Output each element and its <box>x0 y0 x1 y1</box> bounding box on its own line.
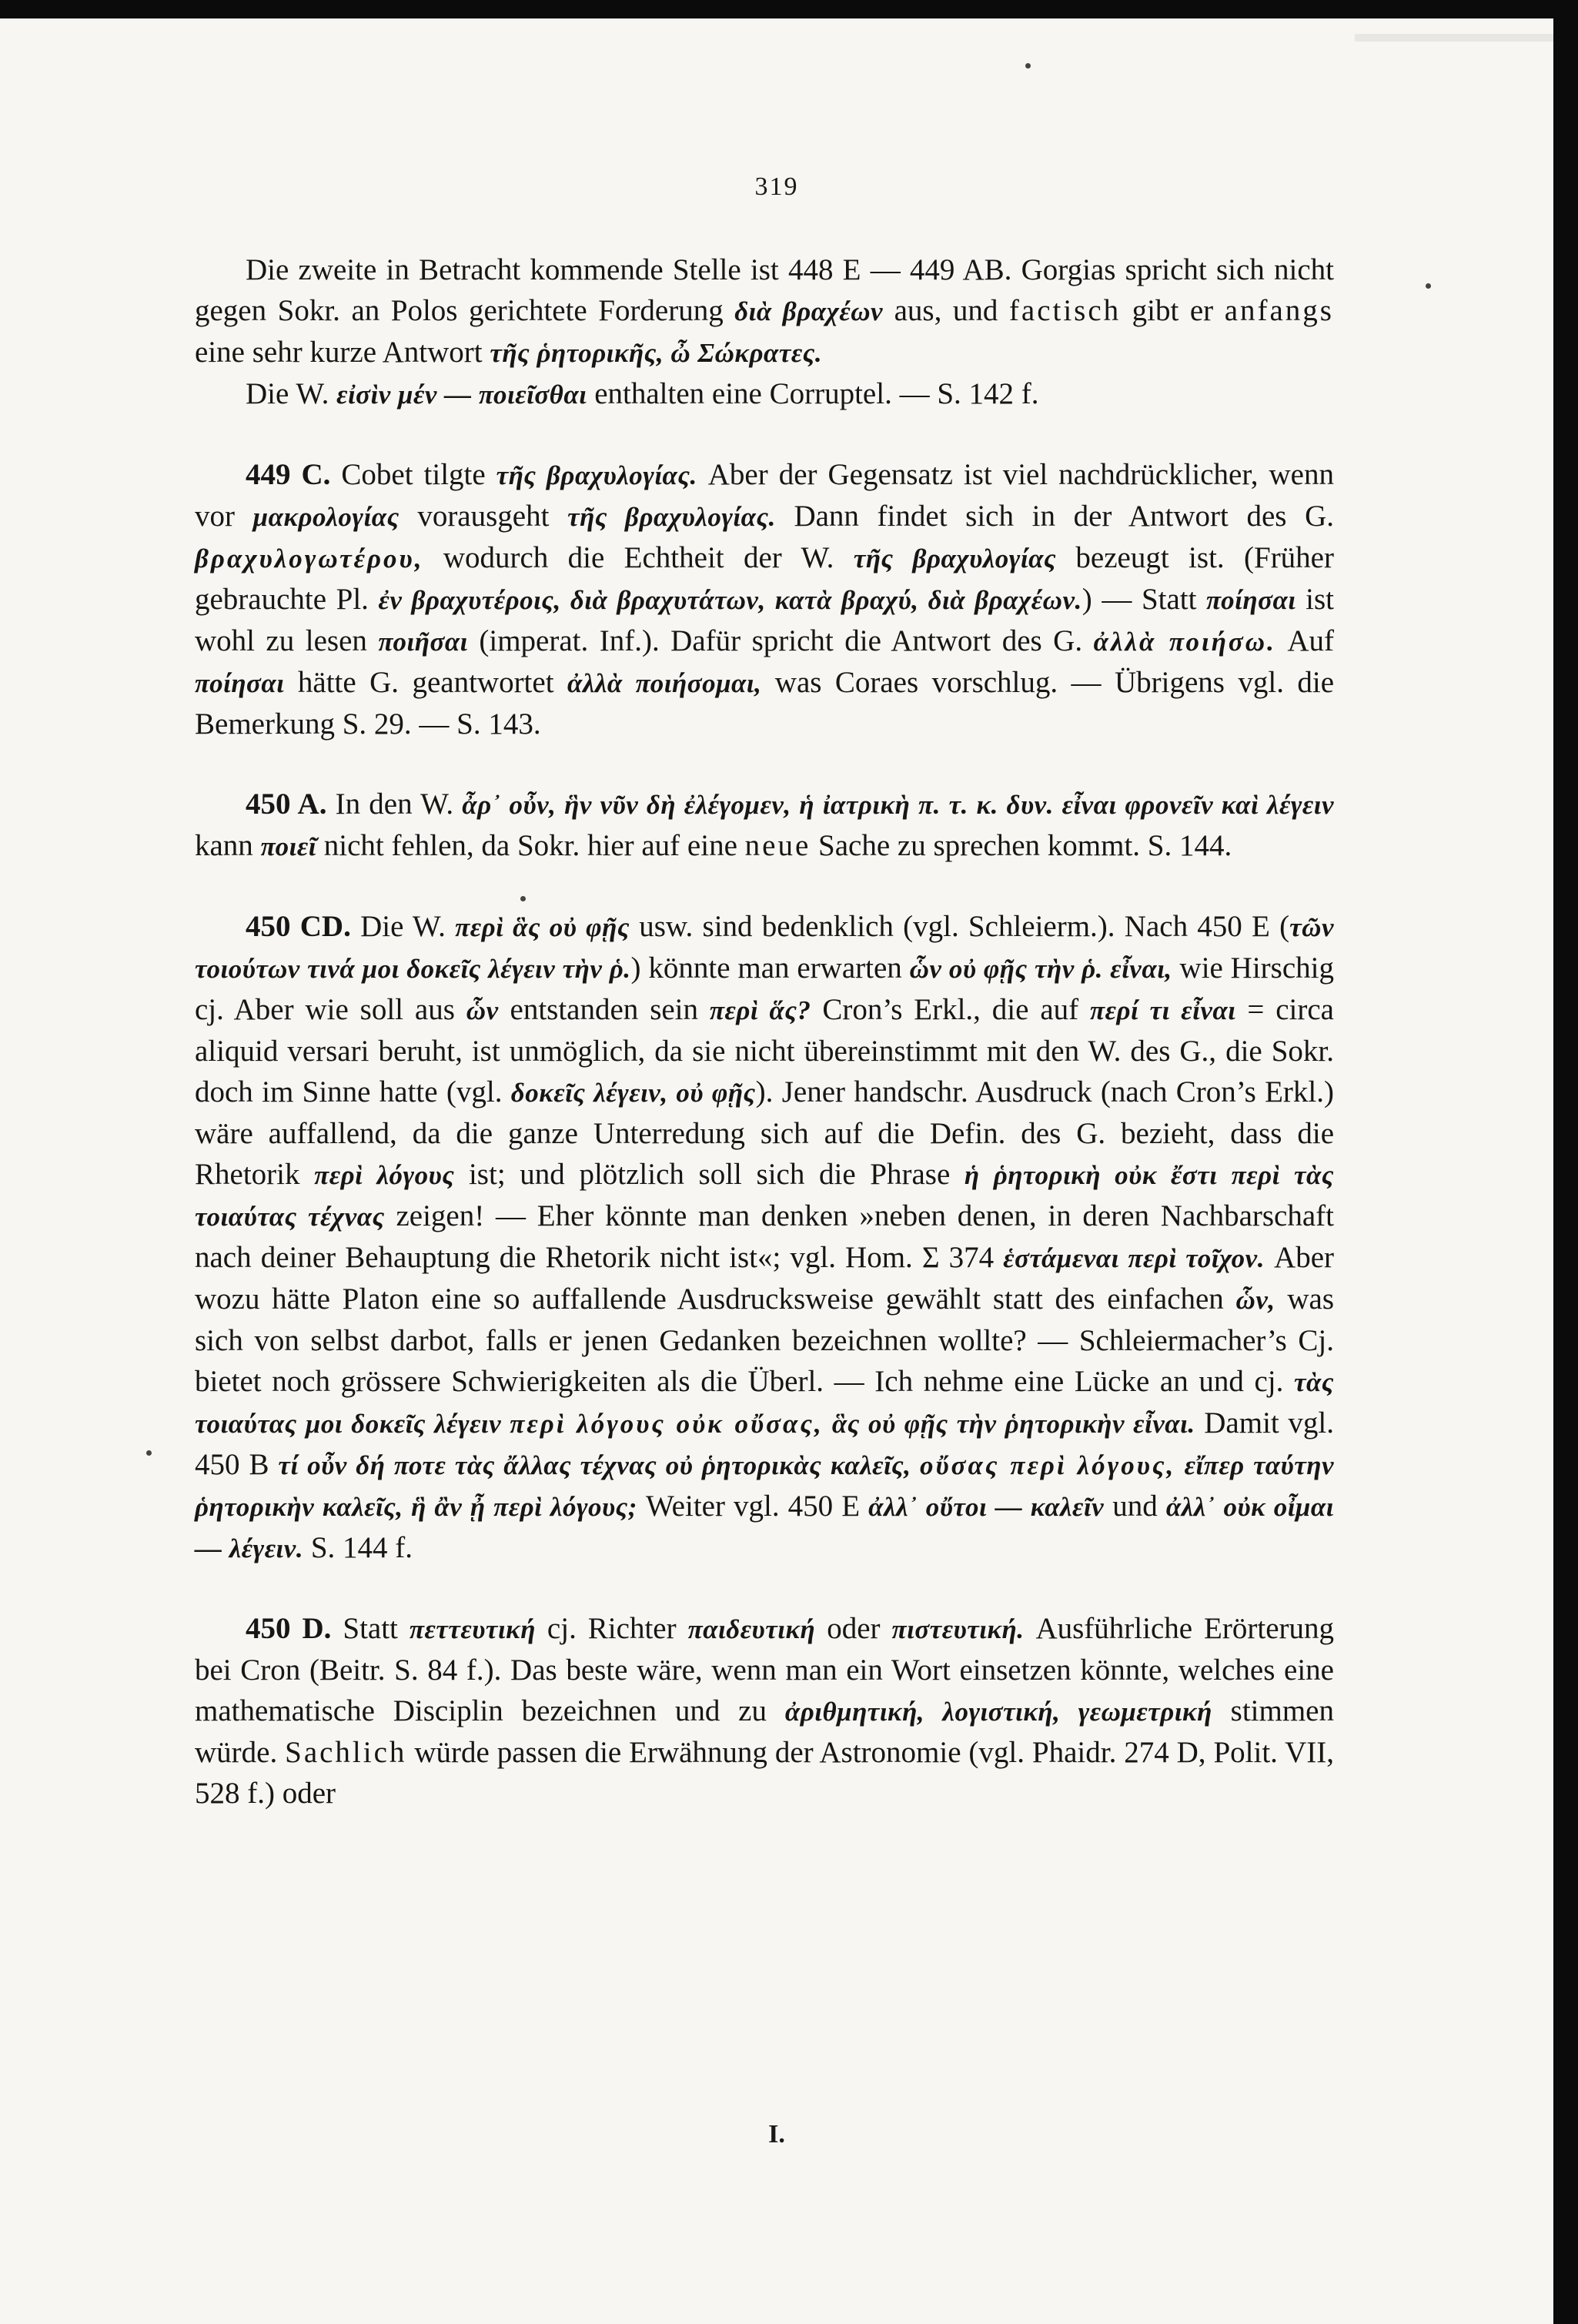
text-segment: Ausführliche Erörterung bei Cron (Beitr. S. 84 f.). Das beste wäre, wenn man ein Wort einsetzen könnte, welches eine mathematische Disciplin bezeichnen und zu <box>195 1612 1334 1727</box>
greek-quote: ἀλλ᾽ οὔτοι — καλεῖν <box>868 1492 1105 1522</box>
greek-quote: περὶ ἃς οὐ φῇς <box>455 912 630 942</box>
text-segment: Cron’s Erkl., die auf <box>811 993 1091 1026</box>
text-segment: usw. sind bedenklich (vgl. Schleierm.). Nach 450 E ( <box>629 910 1290 943</box>
text-segment: Sachlich <box>285 1736 407 1769</box>
greek-quote: παιδευτική <box>687 1614 816 1644</box>
text-segment: Die zweite in Betracht kommende Stelle ist 448 E — 449 AB. Gorgias spricht sich nicht gegen Sokr. an Polos gerichtete Forderung <box>195 253 1334 327</box>
greek-quote: περὶ λόγους οὐκ οὔσας, <box>510 1409 824 1439</box>
text-segment: Die W. <box>350 910 456 943</box>
greek-quote: μακρολογίας <box>252 502 400 532</box>
text-segment: oder <box>815 1612 892 1645</box>
text-segment: und <box>1104 1490 1166 1523</box>
greek-quote: τῆς ῥητορικῆς, ὦ Σώκρατες. <box>490 338 823 368</box>
greek-quote: δοκεῖς λέγειν, οὐ φῇς <box>510 1078 756 1108</box>
greek-quote: περὶ λόγους <box>314 1160 455 1190</box>
greek-quote: πεττευτική <box>409 1614 536 1644</box>
text-segment: Die W. <box>246 377 337 410</box>
greek-quote: ἀριθμητική, λογιστική, γεωμετρική <box>784 1697 1212 1727</box>
scanned-page <box>0 18 1553 2324</box>
paragraph-450d <box>195 1608 1334 1814</box>
greek-quote: διὰ βραχέων <box>734 296 884 326</box>
scan-edge-strip <box>1355 34 1553 42</box>
text-segment: ) könnte man erwarten <box>630 951 910 985</box>
text-segment: ). Jener handschr. Ausdruck (nach Cron’s Erkl.) wäre auffallend, da die ganze Unterredung sich auf die Defin. des G. bezieht, dass die Rhetorik <box>195 1075 1334 1191</box>
text-segment: (imperat. Inf.). Dafür spricht die Antwort des G. <box>467 624 1094 657</box>
greek-quote: τὰς τοιαύτας μοι δοκεῖς λέγειν <box>195 1367 1334 1439</box>
scan-speck <box>1025 63 1031 69</box>
text-segment: neue <box>744 829 811 862</box>
text-segment: ) — Statt <box>1082 583 1207 616</box>
greek-quote: πιστευτική. <box>891 1614 1025 1644</box>
text-segment: wodurch die Echtheit der W. <box>423 541 854 574</box>
main-text <box>195 249 1334 1814</box>
text-segment: Sache zu sprechen kommt. S. 144. <box>811 829 1232 862</box>
text-segment: S. 144 f. <box>303 1531 413 1564</box>
greek-quote: ἃς οὐ φῇς τὴν ῥητορικὴν εἶναι. <box>823 1409 1195 1439</box>
text-segment: Damit vgl. 450 B <box>195 1406 1334 1481</box>
greek-quote: ἑστάμεναι περὶ τοῖχον. <box>1003 1243 1265 1273</box>
text-segment: Dann findet sich in der Antwort des G. <box>775 500 1334 533</box>
greek-quote: περὶ ἅς? <box>709 995 811 1025</box>
paragraph-450cd <box>195 906 1334 1569</box>
greek-quote: ποιεῖ <box>260 831 316 861</box>
greek-quote: ὧν <box>466 995 499 1025</box>
section-reference: 450 D. <box>246 1612 332 1645</box>
section-reference: 450 A. <box>246 787 327 821</box>
text-segment: aus, und <box>883 294 1009 327</box>
section-gap <box>195 867 1334 906</box>
greek-quote: ὧν οὐ φῇς τὴν ῥ. εἶναι, <box>909 954 1172 984</box>
greek-quote: ἀλλὰ ποιήσομαι, <box>567 668 762 698</box>
text-segment: was Coraes vorschlug. — Übrigens vgl. die Bemerkung S. 29. — S. 143. <box>195 666 1335 741</box>
text-segment: Auf <box>1275 624 1334 657</box>
text-segment: entstanden sein <box>498 993 710 1026</box>
text-segment: würde passen die Erwähnung der Astronomie (vgl. Phaidr. 274 D, Polit. VII, 528 f.) oder <box>195 1736 1334 1810</box>
greek-quote: ἡ ῥητορικὴ οὐκ ἔστι περὶ τὰς τοιαύτας τέχνας <box>195 1160 1334 1232</box>
text-segment: factisch <box>1008 294 1122 327</box>
greek-quote: ποίησαι <box>195 668 285 698</box>
section-reference: 450 CD. <box>246 910 351 943</box>
text-segment: enthalten eine Corruptel. — S. 142 f. <box>587 377 1039 410</box>
section-gap <box>195 415 1334 454</box>
text-segment: Aber wozu hätte Platon eine so auffallende Ausdrucksweise gewählt statt des einfachen <box>195 1241 1334 1316</box>
greek-quote: ποιῆσαι <box>378 627 468 657</box>
greek-quote: τῶν τοιούτων τινά μοι δοκεῖς λέγειν τὴν ῥ. <box>195 912 1334 984</box>
text-segment: eine sehr kurze Antwort <box>195 336 490 369</box>
greek-quote: εἰσὶν μέν — ποιεῖσθαι <box>336 380 587 410</box>
text-segment: zeigen! — Eher könnte man denken »neben denen, in deren Nachbarschaft nach deiner Behauptung die Rhetorik nicht ist«; vgl. Hom. Σ 374 <box>195 1199 1335 1274</box>
greek-quote: ἀλλὰ ποιήσω. <box>1093 627 1276 657</box>
section-reference: 449 C. <box>246 458 331 491</box>
paragraph-1 <box>195 249 1334 373</box>
text-segment: Statt <box>331 1612 410 1645</box>
greek-quote: τῆς βραχυλογίας. <box>567 502 776 532</box>
greek-quote: εἴπερ ταύτην ῥητορικὴν καλεῖς, ἣ ἂν ᾖ περὶ λόγους; <box>195 1450 1334 1522</box>
greek-quote: ἀλλ᾽ οὐκ οἶμαι — λέγειν. <box>195 1492 1334 1563</box>
greek-quote: τί οὖν δή ποτε τὰς ἄλλας τέχνας οὐ ῥητορικὰς καλεῖς, <box>278 1450 920 1480</box>
text-segment: Aber der Gegensatz ist viel nachdrücklicher, wenn vor <box>195 458 1334 533</box>
scan-speck <box>1426 283 1431 289</box>
greek-quote: βραχυλογωτέρου, <box>195 543 424 573</box>
greek-quote: οὔσας περὶ λόγους, <box>920 1450 1176 1480</box>
text-segment: In den W. <box>326 787 463 821</box>
greek-quote: ὧν, <box>1235 1285 1275 1315</box>
page-number: 319 <box>754 172 799 201</box>
text-segment: Weiter vgl. 450 E <box>637 1490 869 1523</box>
section-gap <box>195 744 1334 784</box>
text-segment: hätte G. geantwortet <box>284 666 567 699</box>
greek-quote: τῆς βραχυλογίας <box>853 543 1057 573</box>
text-segment: stimmen würde. <box>195 1694 1334 1769</box>
greek-quote: περί τι εἶναι <box>1090 995 1236 1025</box>
section-gap <box>195 1569 1334 1608</box>
text-segment: kann <box>195 829 261 862</box>
greek-quote: τῆς βραχυλογίας. <box>496 460 697 490</box>
text-segment: nicht fehlen, da Sokr. hier auf eine <box>316 829 745 862</box>
paragraph-450a <box>195 784 1334 867</box>
text-segment: Cobet tilgte <box>330 458 496 491</box>
paragraph-2 <box>195 373 1334 415</box>
text-segment: was sich von selbst darbot, falls er jenen Gedanken bezeichnen wollte? — Schleiermacher’s Cj. bietet noch grössere Schwierigkeiten als die Überl. — Ich nehme eine Lücke an und cj. <box>195 1282 1335 1398</box>
greek-quote: ἐν βραχυτέροις, διὰ βραχυτάτων, κατὰ βραχύ, διὰ βραχέων. <box>378 585 1082 615</box>
text-segment: gibt er <box>1121 294 1225 327</box>
paragraph-449c <box>195 454 1334 744</box>
text-segment: ist; und plötzlich soll sich die Phrase <box>454 1158 965 1191</box>
scan-speck <box>146 1450 152 1456</box>
greek-quote: ἆρ᾽ οὖν, ἣν νῦν δὴ ἐλέγομεν, ἡ ἰατρικὴ π. τ. κ. δυν. εἶναι φρονεῖν καὶ λέγειν <box>462 790 1334 820</box>
text-segment: vorausgeht <box>399 500 568 533</box>
text-segment: wie Hirschig cj. Aber wie soll aus <box>195 951 1334 1026</box>
greek-quote: ποίησαι <box>1206 585 1296 615</box>
signature-mark: I. <box>768 2120 785 2148</box>
text-segment: cj. Richter <box>535 1612 688 1645</box>
text-segment: anfangs <box>1224 294 1334 327</box>
text-segment: ist wohl zu lesen <box>195 583 1334 657</box>
text-segment: bezeugt ist. (Früher gebrauchte Pl. <box>195 541 1334 616</box>
text-segment: = circa aliquid versari beruht, ist unmöglich, da sie nicht übereinstimmt mit den W. des G., die Sokr. doch im Sinne hatte (vgl. <box>195 993 1334 1108</box>
